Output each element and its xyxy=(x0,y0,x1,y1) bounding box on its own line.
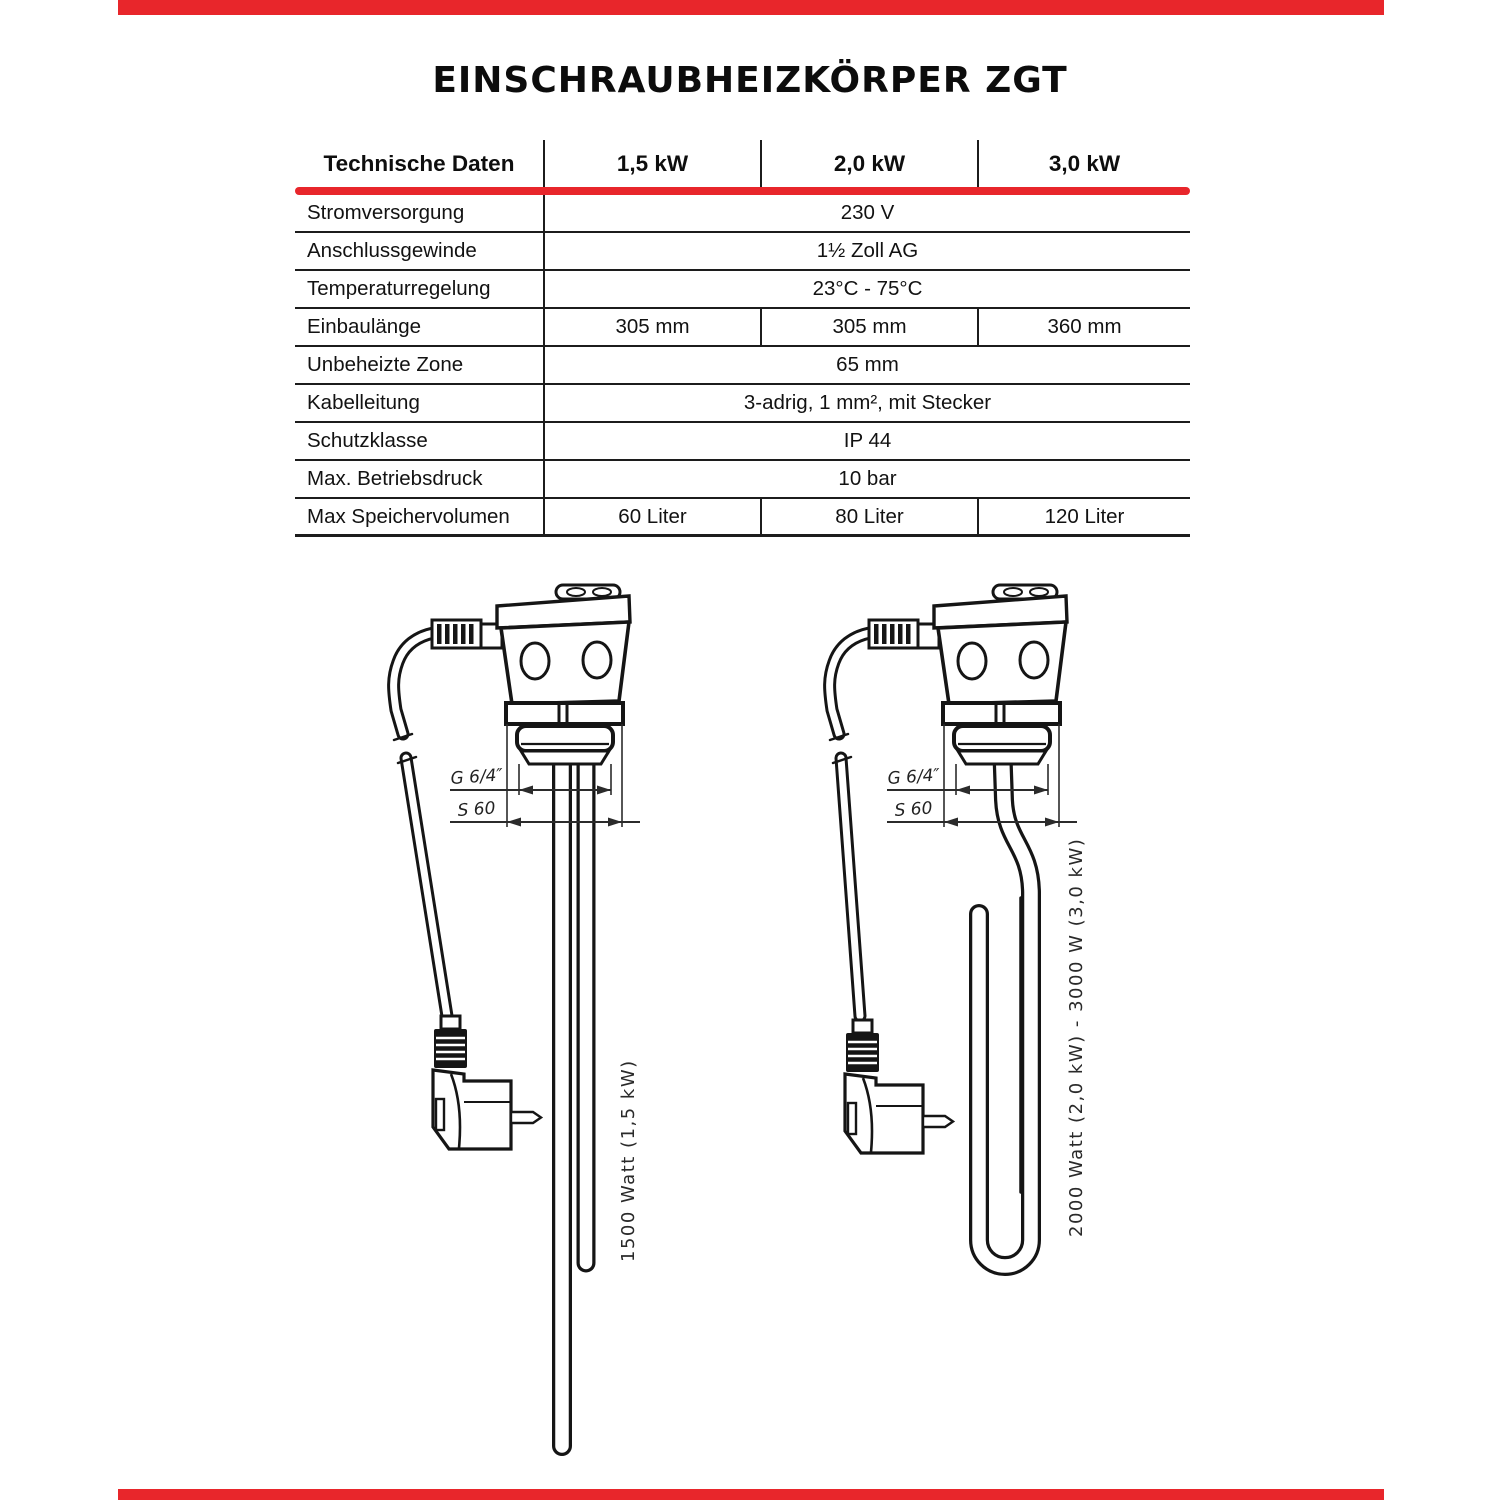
spec-row-value: 120 Liter xyxy=(977,499,1190,537)
heater-drawing-left xyxy=(394,585,640,1446)
table-header-technische-daten: Technische Daten xyxy=(323,150,515,176)
spec-row-label: Einbaulänge xyxy=(295,309,543,347)
power-rating-label: 2000 Watt (2,0 kW) - 3000 W (3,0 kW) xyxy=(1066,837,1087,1237)
power-cable xyxy=(830,631,916,1016)
spec-row-label: Anschlussgewinde xyxy=(295,233,543,271)
wrench-size-label: S 60 xyxy=(893,798,934,821)
spec-row-value: 60 Liter xyxy=(543,499,760,537)
spec-row-label: Kabelleitung xyxy=(295,385,543,423)
heater-drawing-right xyxy=(830,585,1087,1266)
power-rating-label: 1500 Watt (1,5 kW) xyxy=(618,1059,639,1262)
page-title: EINSCHRAUBHEIZKÖRPER ZGT xyxy=(432,60,1068,101)
spec-row-value: 65 mm xyxy=(543,347,1190,385)
heating-rod-straight xyxy=(562,742,586,1446)
spec-row-label: Stromversorgung xyxy=(295,195,543,233)
heating-rod-loop xyxy=(979,742,1031,1266)
spec-row-label: Max Speichervolumen xyxy=(295,499,543,537)
spec-row-value: 23°C - 75°C xyxy=(543,271,1190,309)
spec-row-value: 3-adrig, 1 mm², mit Stecker xyxy=(543,385,1190,423)
schuko-plug xyxy=(433,1016,541,1149)
spec-row-label: Unbeheizte Zone xyxy=(295,347,543,385)
spec-row-value: 305 mm xyxy=(543,309,760,347)
thread-size-label: G 6/4″ xyxy=(449,765,504,789)
power-cable xyxy=(394,631,480,1016)
wrench-size-label: S 60 xyxy=(456,798,497,821)
table-header-3-0kw: 3,0 kW xyxy=(977,140,1190,187)
spec-row-label: Temperaturregelung xyxy=(295,271,543,309)
spec-row-value: 230 V xyxy=(543,195,1190,233)
table-header-2-0kw: 2,0 kW xyxy=(760,140,977,187)
spec-row-label: Max. Betriebsdruck xyxy=(295,461,543,499)
table-header-1-5kw: 1,5 kW xyxy=(543,140,760,187)
spec-row-value: 305 mm xyxy=(760,309,977,347)
spec-row-value: 1½ Zoll AG xyxy=(543,233,1190,271)
heater-head xyxy=(432,585,630,764)
spec-row-value: IP 44 xyxy=(543,423,1190,461)
heater-head xyxy=(869,585,1067,764)
spec-row-value: 10 bar xyxy=(543,461,1190,499)
spec-row-label: Schutzklasse xyxy=(295,423,543,461)
spec-row-value: 360 mm xyxy=(977,309,1190,347)
schuko-plug xyxy=(845,1020,953,1153)
spec-row-value: 80 Liter xyxy=(760,499,977,537)
thread-size-label: G 6/4″ xyxy=(886,765,941,789)
